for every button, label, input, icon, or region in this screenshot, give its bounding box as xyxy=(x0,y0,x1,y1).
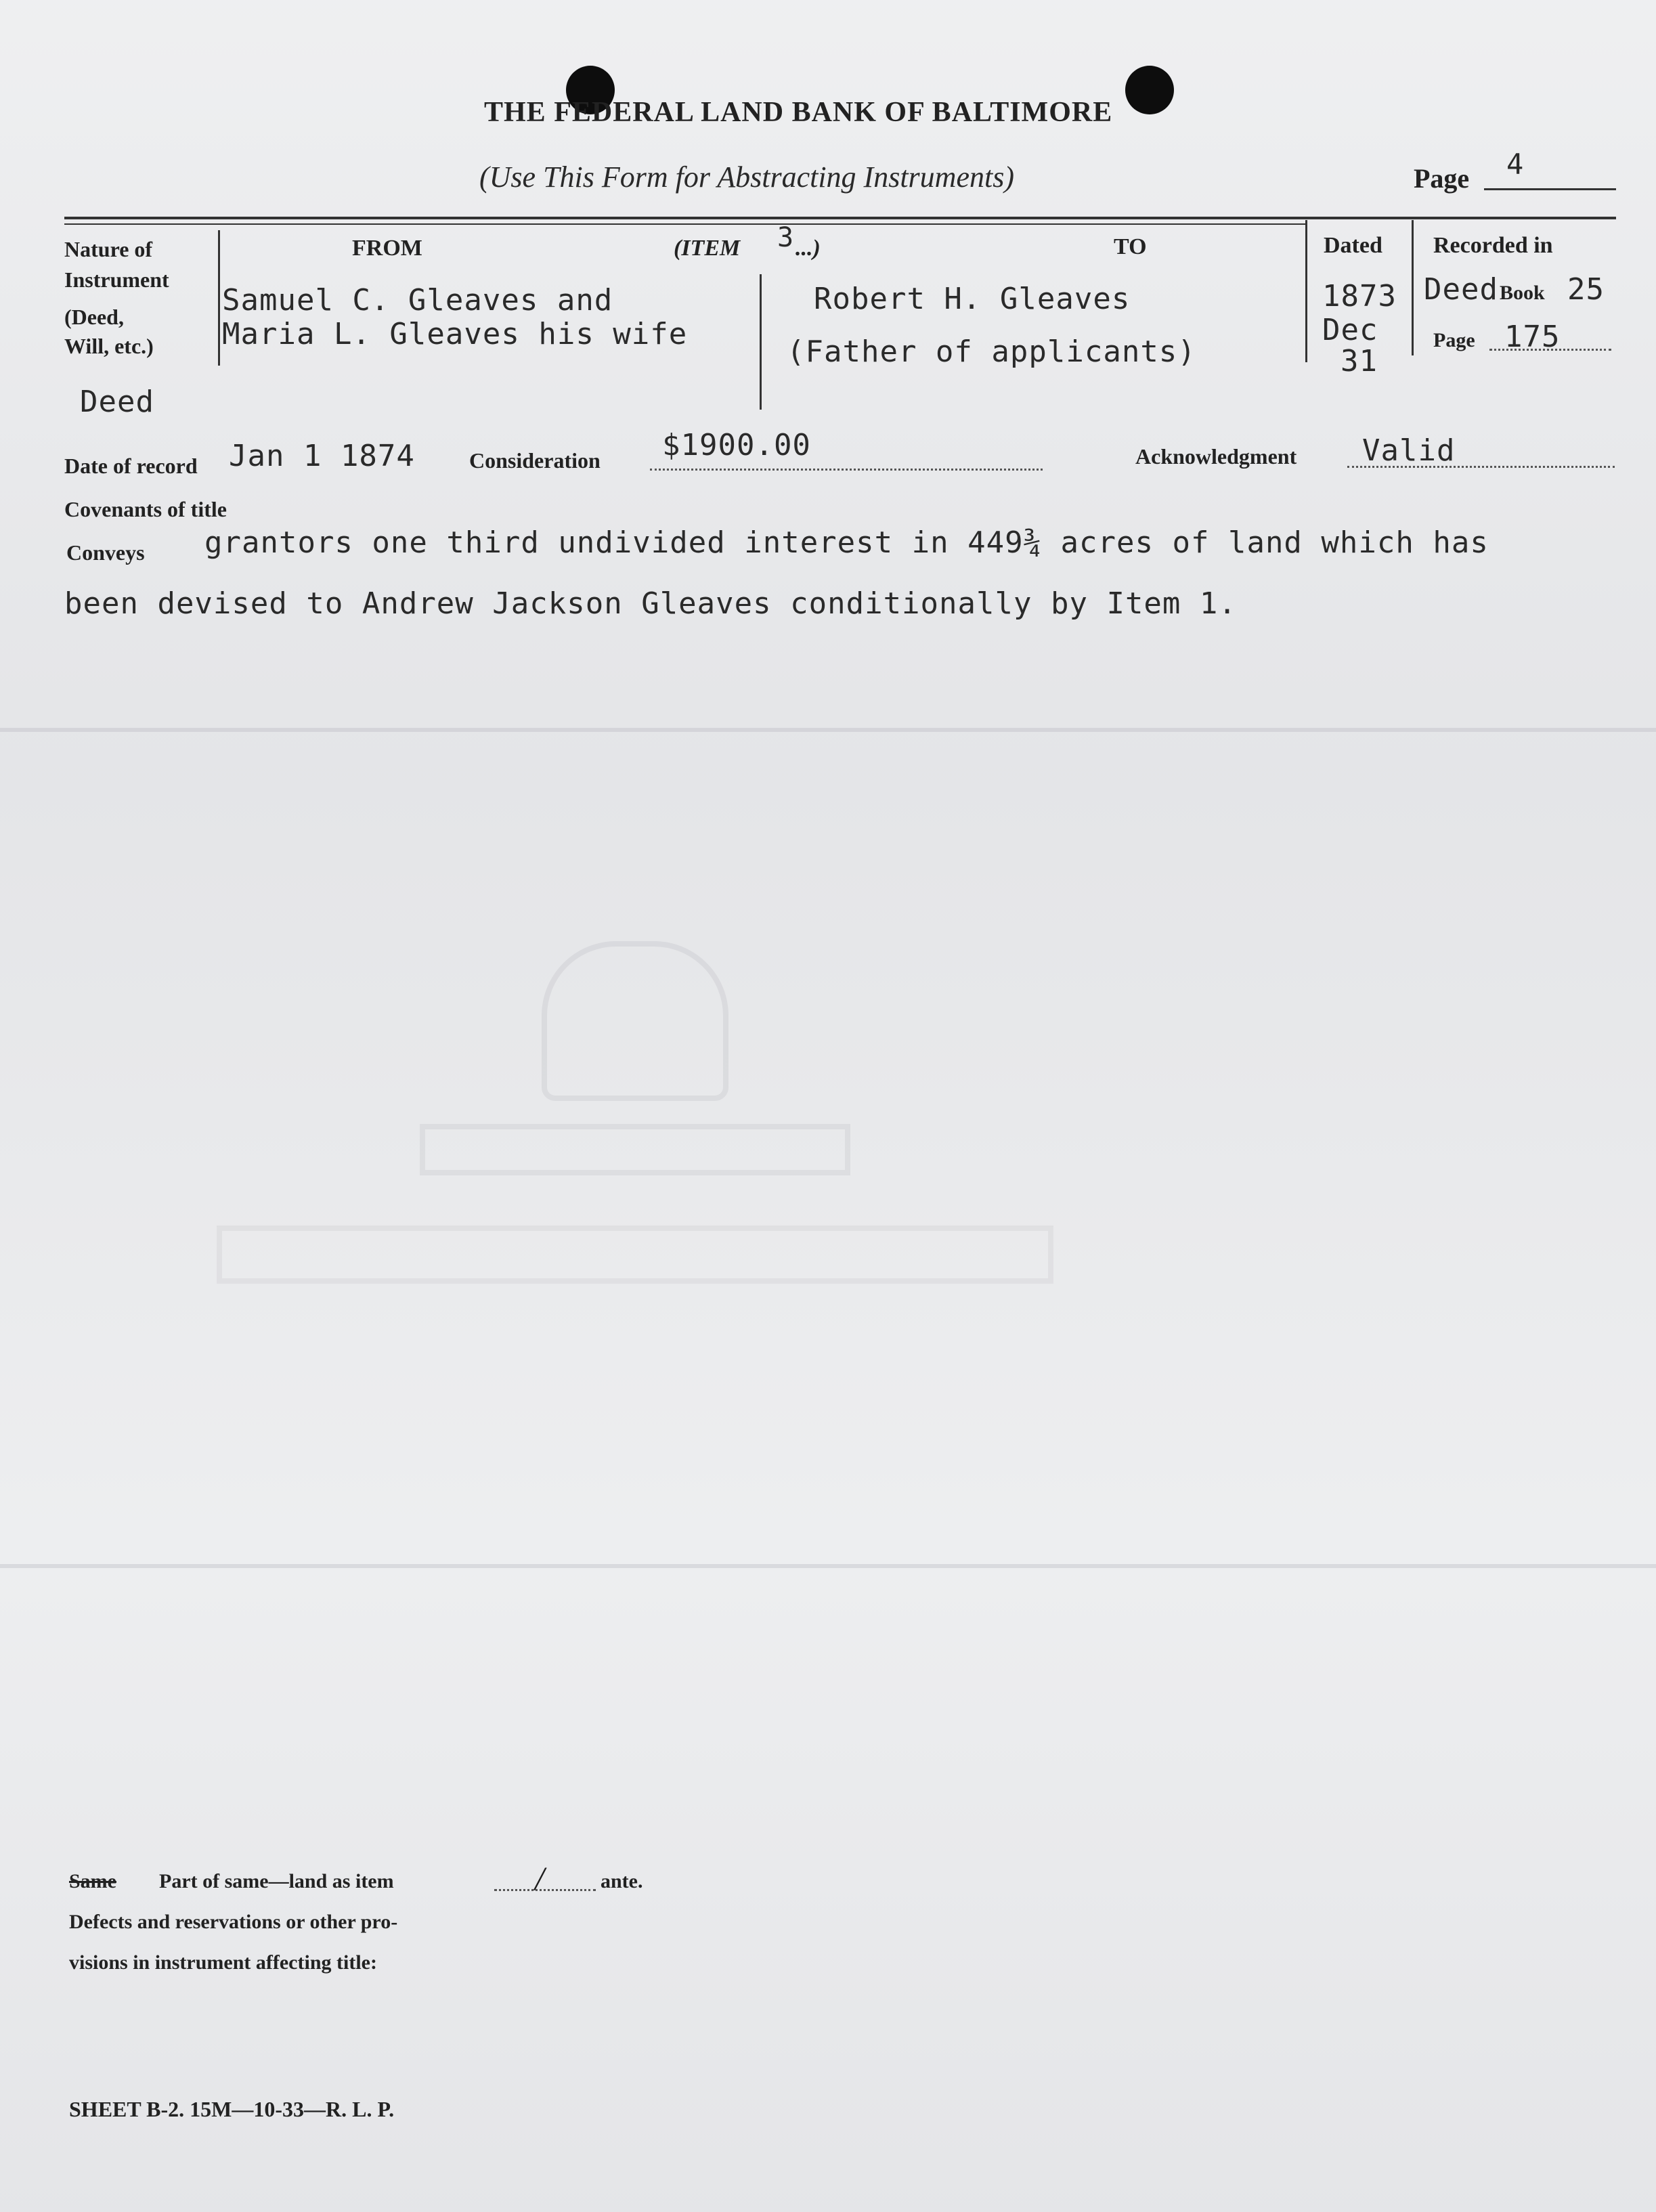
col-divider-dated xyxy=(1305,220,1307,362)
watermark-emblem xyxy=(542,941,728,1101)
ante-label: ante. xyxy=(601,1870,643,1892)
page-number-line xyxy=(1484,188,1616,190)
dated-header: Dated xyxy=(1324,233,1382,258)
table-top-rule-2 xyxy=(64,223,1307,225)
dated-day: 31 xyxy=(1341,344,1378,378)
sheet-code: SHEET B-2. 15M—10-33—R. L. P. xyxy=(69,2097,395,2121)
item-ref-dots xyxy=(494,1889,596,1891)
to-line-1: Robert H. Gleaves xyxy=(814,282,1131,316)
part-of-same-label: Part of same—land as item xyxy=(159,1870,394,1892)
nature-label: Nature of xyxy=(64,237,153,261)
paper-fold xyxy=(0,728,1656,732)
to-line-2: (Father of applicants) xyxy=(787,334,1196,369)
bank-title: THE FEDERAL LAND BANK OF BALTIMORE xyxy=(484,97,1113,128)
page-label: Page xyxy=(1414,163,1470,194)
recorded-page-number: 175 xyxy=(1504,320,1561,354)
from-line-2: Maria L. Gleaves his wife xyxy=(222,317,688,351)
book-label: Book xyxy=(1500,282,1545,304)
conveys-line-1: grantors one third undivided interest in 449¾ acres of land which has xyxy=(204,525,1489,560)
defects-label-1: Defects and reservations or other pro- xyxy=(69,1911,398,1933)
nature-label: Instrument xyxy=(64,267,169,292)
consideration-dots xyxy=(650,469,1043,471)
item-header: (ITEM xyxy=(674,236,741,261)
table-top-rule xyxy=(64,217,1616,219)
recorded-page-label: Page xyxy=(1433,329,1475,351)
paper-fold xyxy=(0,1564,1656,1568)
consideration-label: Consideration xyxy=(469,448,601,473)
page-number: 4 xyxy=(1506,148,1525,181)
nature-label: (Deed, xyxy=(64,305,124,329)
covenants-label: Covenants of title xyxy=(64,497,227,521)
dated-month: Dec xyxy=(1322,313,1378,347)
date-of-record: Jan 1 1874 xyxy=(229,439,415,473)
date-of-record-label: Date of record xyxy=(64,454,198,478)
item-number: 3 xyxy=(777,222,795,253)
from-header: FROM xyxy=(352,236,422,261)
to-header: TO xyxy=(1114,234,1147,259)
dated-year: 1873 xyxy=(1322,279,1397,313)
form-subtitle: (Use This Form for Abstracting Instruments) xyxy=(479,160,1014,194)
acknowledgment-value: Valid xyxy=(1362,433,1456,468)
defects-label-2: visions in instrument affecting title: xyxy=(69,1951,377,1974)
same-struck-label: Same xyxy=(69,1870,116,1892)
punch-hole-right xyxy=(1125,66,1174,114)
col-divider-nature xyxy=(218,230,220,366)
watermark-band xyxy=(217,1226,1053,1284)
col-divider-recorded xyxy=(1412,220,1414,355)
conveys-line-2: been devised to Andrew Jackson Gleaves conditionally by Item 1. xyxy=(64,586,1237,621)
conveys-label: Conveys xyxy=(66,540,145,565)
recorded-header: Recorded in xyxy=(1433,233,1553,258)
nature-value: Deed xyxy=(80,385,154,419)
item-ref-handwritten: / xyxy=(535,1859,544,1897)
col-divider-from-to xyxy=(760,274,762,410)
item-header-close: ...) xyxy=(796,236,821,261)
recorded-type: Deed xyxy=(1424,272,1498,307)
book-number: 25 xyxy=(1567,272,1605,307)
acknowledgment-label: Acknowledgment xyxy=(1135,444,1297,469)
nature-label: Will, etc.) xyxy=(64,334,154,358)
from-line-1: Samuel C. Gleaves and xyxy=(222,283,613,318)
consideration-value: $1900.00 xyxy=(662,428,811,462)
watermark-band xyxy=(420,1124,850,1175)
